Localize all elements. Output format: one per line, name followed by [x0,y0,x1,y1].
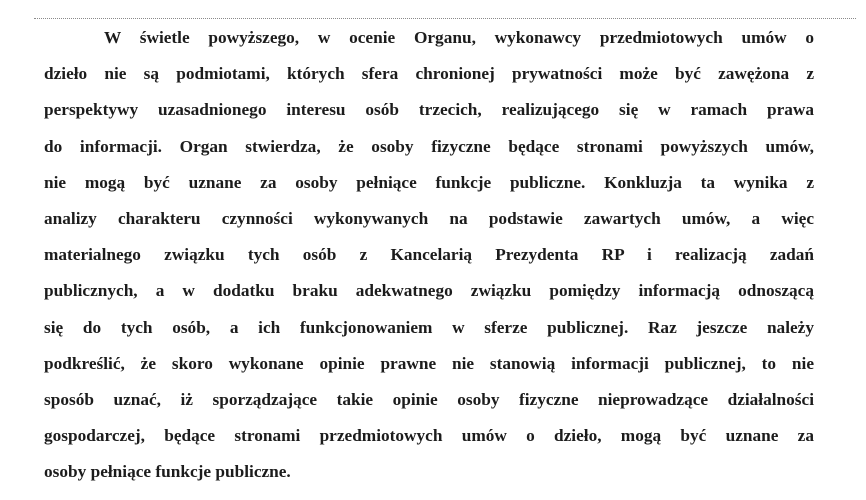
document-paragraph [44,20,814,490]
paragraph-line: analizy charakteru czynności wykonywanych na podstawie zawartych umów, a więc [44,208,814,228]
paragraph-line: dzieło nie są podmiotami, których sfera chronionej prywatności może być zawężona z [44,64,814,84]
paragraph-line: perspektywy uzasadnionego interesu osób trzecich, realizującego się w ramach prawa [44,100,814,120]
paragraph-line: do informacji. Organ stwierdza, że osoby fizyczne będące stronami powyższych umów, [44,136,814,156]
paragraph-line: się do tych osób, a ich funkcjonowaniem w sferze publicznej. Raz jeszcze należy [44,317,814,337]
paragraph-line: osoby pełniące funkcje publiczne. [44,462,291,482]
paragraph-line: W świetle powyższego, w ocenie Organu, wykonawcy przedmiotowych umów o [104,28,814,47]
paragraph-line: materialnego związku tych osób z Kancelarią Prezydenta RP i realizacją zadań [44,245,814,265]
dotted-separator-line [34,18,856,19]
paragraph-line: podkreślić, że skoro wykonane opinie prawne nie stanowią informacji publicznej, to nie [44,353,814,373]
paragraph-line: nie mogą być uznane za osoby pełniące funkcje publiczne. Konkluzja ta wynika z [44,172,814,192]
paragraph-line: gospodarczej, będące stronami przedmiotowych umów o dzieło, mogą być uznane za [44,426,814,446]
paragraph-line: sposób uznać, iż sporządzające takie opinie osoby fizyczne nieprowadzące działalności [44,389,814,409]
paragraph-line: publicznych, a w dodatku braku adekwatnego związku pomiędzy informacją odnoszącą [44,281,814,301]
